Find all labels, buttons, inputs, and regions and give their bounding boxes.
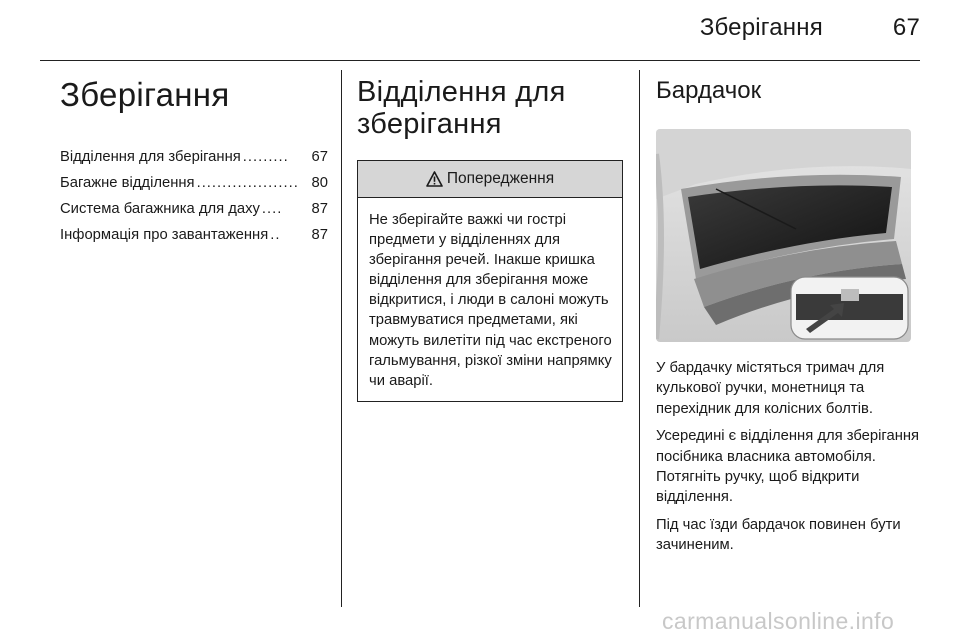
toc-item-page: 87 [311,201,328,217]
toc-item-dots: .... [261,201,283,217]
toc-item-dots: ......... [242,149,289,165]
toc-item[interactable] [60,170,328,196]
glovebox-paragraph-2: Усередині є відділення для зберігання посібника власника автомобіля. Потягніть ручку, щоб відкрити відділення. [656,428,920,506]
column-storage [357,76,623,402]
glovebox-title: Бардачок [656,77,762,104]
toc-item-text: Відділення для зберігання [60,149,241,165]
glovebox-paragraph-3: Під час їзди бардачок повинен бути зачиненим. [656,516,901,554]
glovebox-photo [656,129,911,342]
toc-item-dots: .. [270,227,281,243]
warning-box [357,160,623,402]
warning-text: Не зберігайте важкі чи гострі предмети у відділеннях для зберігання речей. Інакше кришка відділення для зберігання може відкритися, і люди в салоні можуть травмуватися предметами, які можуть вилетіти під час екстреного гальмування, різкої зміни напрямку чи аварії. [369,212,612,389]
toc-item[interactable] [60,196,328,222]
header-section-title: Зберігання [699,14,823,41]
column-divider-left [341,70,342,607]
warning-triangle-icon [426,171,443,187]
toc-item[interactable] [60,144,328,170]
toc-item-dots: .................... [196,175,299,191]
column-divider-right [639,70,640,607]
section-title [357,76,623,140]
section-title-line2: зберігання [357,108,502,140]
toc-item-text: Інформація про завантаження [60,227,269,243]
toc-item[interactable] [60,222,328,248]
toc-item-text: Система багажника для даху [60,201,260,217]
header-divider [40,60,920,61]
glovebox-paragraph-1: У бардачку містяться тримач для кулькової ручки, монетниця та перехідник для колісних болтів. [656,360,885,417]
column-contents [60,76,328,248]
toc-item-page: 80 [311,175,328,191]
warning-header [358,161,622,198]
page-number: 67 [892,14,920,41]
table-of-contents [60,144,328,248]
section-title-line1: Відділення для [357,76,566,108]
warning-title: Попередження [446,170,555,187]
toc-item-page: 67 [311,149,328,165]
toc-item-page: 87 [311,227,328,243]
watermark: carmanualsonline.info [662,608,895,634]
chapter-title: Зберігання [60,76,230,113]
page-header [0,14,920,42]
column-glovebox [656,76,924,556]
toc-item-text: Багажне відділення [60,175,195,191]
